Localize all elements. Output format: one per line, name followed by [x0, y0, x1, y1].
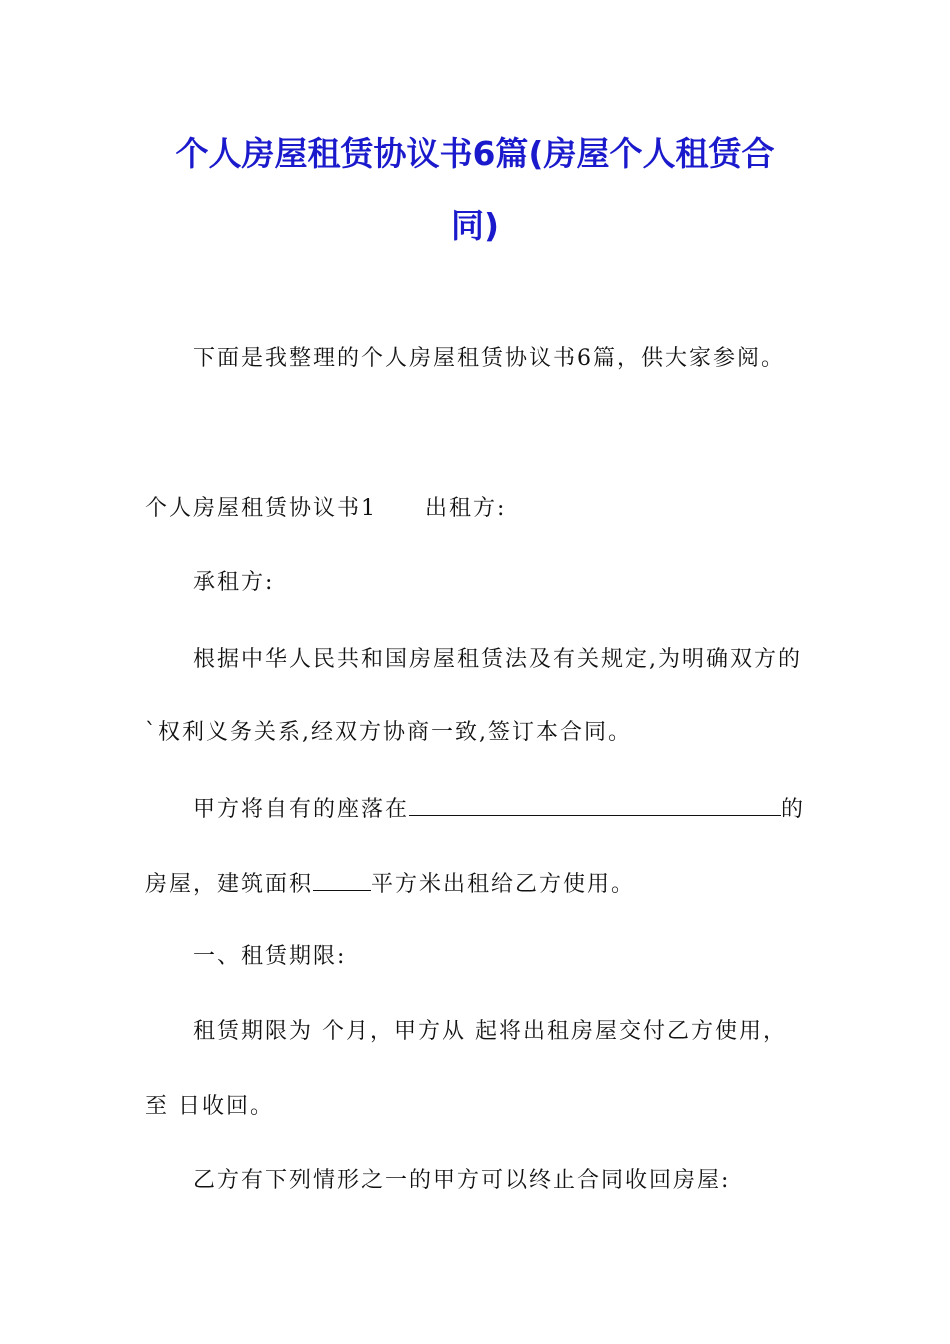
section1-heading: 个人房屋租赁协议书1 [145, 496, 377, 521]
clause1-heading: 一、租赁期限: [193, 944, 347, 969]
location-text-start: 甲方将自有的座落在 [193, 797, 410, 822]
basis-paragraph-line1: 根据中华人民共和国房屋租赁法及有关规定,为明确双方的 [193, 647, 802, 672]
term-paragraph-line2: 至 日收回。 [145, 1094, 274, 1119]
document-title-line2: 同) [450, 206, 500, 245]
termination-paragraph: 乙方有下列情形之一的甲方可以终止合同收回房屋: [193, 1168, 731, 1193]
area-text-end: 平方米出租给乙方使用。 [371, 872, 636, 897]
area-text-start: 房屋，建筑面积 [145, 872, 314, 897]
tenant-label: 承租方: [193, 570, 275, 595]
intro-paragraph: 下面是我整理的个人房屋租赁协议书6篇，供大家参阅。 [193, 346, 785, 371]
basis-paragraph-line2: `权利义务关系,经双方协商一致,签订本合同。 [145, 720, 632, 745]
location-paragraph [193, 793, 805, 825]
location-text-end: 的 [781, 797, 806, 822]
document-title-line1: 个人房屋租赁协议书6篇(房屋个人租赁合 [175, 134, 775, 173]
area-blank [313, 868, 371, 891]
location-blank [409, 793, 781, 816]
landlord-label: 出租方: [425, 496, 507, 521]
term-paragraph-line1: 租赁期限为 个月，甲方从 起将出租房屋交付乙方使用， [193, 1019, 787, 1044]
area-paragraph [145, 868, 635, 900]
section1-heading-line [145, 494, 506, 524]
